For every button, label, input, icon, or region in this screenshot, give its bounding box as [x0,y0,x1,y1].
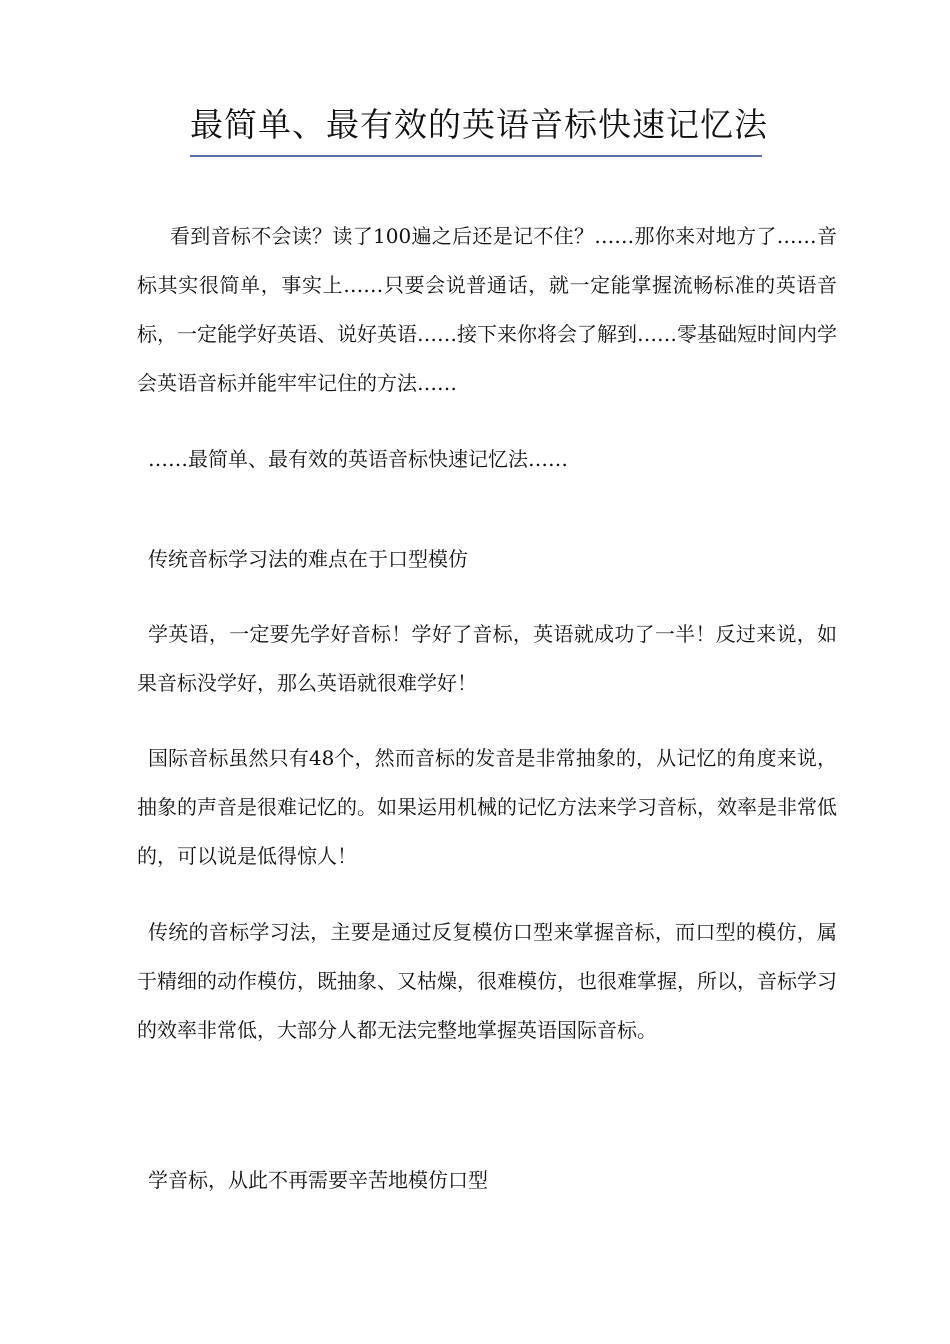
section-heading-2: 学音标，从此不再需要辛苦地模仿口型 [148,1168,488,1192]
title-underline [190,155,762,157]
body-paragraph-4: 传统的音标学习法，主要是通过反复模仿口型来掌握音标，而口型的模仿，属于精细的动作模仿，既抽象、又枯燥，很难模仿，也很难掌握，所以，音标学习的效率非常低，大部分人都无法完整地掌握英语国际音标。 [137,920,837,1042]
intro-paragraph: 看到音标不会读？读了100遍之后还是记不住？……那你来对地方了……音标其实很简单，事实上……只要会说普通话，就一定能掌握流畅标准的英语音标，一定能学好英语、说好英语……接下来你将会了解到……零基础短时间内学会英语音标并能牢牢记住的方法…… [137,224,837,395]
tagline: ……最简单、最有效的英语音标快速记忆法…… [148,447,568,471]
section-heading-1: 传统音标学习法的难点在于口型模仿 [148,547,468,571]
body-paragraph-3: 国际音标虽然只有48个，然而音标的发音是非常抽象的，从记忆的角度来说，抽象的声音是很难记忆的。如果运用机械的记忆方法来学习音标，效率是非常低的，可以说是低得惊人！ [137,746,837,868]
document-title: 最简单、最有效的英语音标快速记忆法 [190,105,768,144]
body-paragraph-2: 学英语，一定要先学好音标！学好了音标，英语就成功了一半！反过来说，如果音标没学好，那么英语就很难学好！ [137,622,837,695]
